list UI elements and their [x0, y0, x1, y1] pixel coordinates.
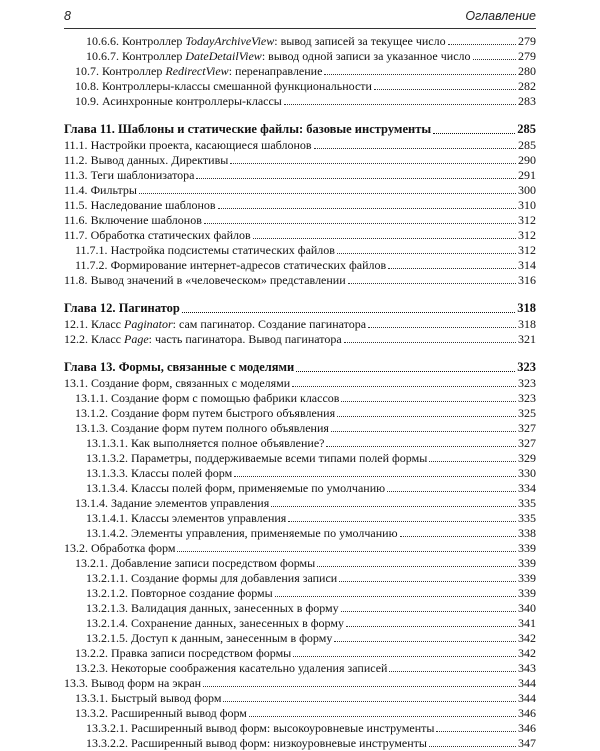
dot-leader	[388, 268, 516, 269]
toc-entry-title	[75, 706, 248, 721]
toc-entry-text: Вывод форм на экран	[91, 676, 202, 690]
toc-page-number: 329	[518, 451, 536, 465]
toc-page-number: 323	[517, 360, 536, 374]
toc-entry[interactable]	[64, 616, 536, 631]
toc-entry-text: Создание формы для добавления записи	[131, 571, 338, 585]
toc-entry[interactable]	[64, 571, 536, 586]
toc-entry-text: Параметры, поддерживаемые всеми типами полей формы	[131, 451, 428, 465]
toc-entry[interactable]	[64, 556, 536, 571]
toc-entry-title	[86, 721, 435, 736]
toc-entry-number: 12.1.	[64, 317, 88, 331]
dot-leader	[341, 401, 516, 402]
toc-entry-number: 10.6.6.	[86, 34, 119, 48]
dot-leader	[348, 283, 516, 284]
dot-leader	[429, 461, 516, 462]
toc-entry[interactable]	[64, 661, 536, 676]
toc-entry-title	[75, 421, 330, 436]
toc-entry-text: Пагинатор	[118, 301, 180, 315]
toc-page-number: 346	[518, 721, 536, 735]
toc-page-number: 347	[518, 736, 536, 750]
toc-entry[interactable]	[64, 391, 536, 406]
toc-page-number: 346	[518, 706, 536, 720]
dot-leader	[271, 506, 516, 507]
toc-entry-text: Включение шаблонов	[90, 213, 202, 227]
toc-entry-text: Сохранение данных, занесенных в форму	[131, 616, 344, 630]
toc-entry-number: 13.3.2.1.	[86, 721, 128, 735]
toc-entry-code-name: Paginator	[123, 317, 173, 331]
toc-entry-title	[64, 300, 181, 317]
toc-entry-number: 11.2.	[64, 153, 88, 167]
toc-page-number: 282	[518, 79, 536, 93]
toc-entry-number: 13.1.4.1.	[86, 511, 128, 525]
toc-page-number: 321	[518, 332, 536, 346]
toc-entry-number: 13.3.2.2.	[86, 736, 128, 750]
toc-entry[interactable]	[64, 541, 536, 556]
toc-entry-text: Быстрый вывод форм	[111, 691, 222, 705]
toc-entry-title	[86, 616, 345, 631]
toc-entry-text: Классы элементов управления	[131, 511, 287, 525]
toc-entry-text: Настройки проекта, касающиеся шаблонов	[90, 138, 312, 152]
toc-entry-title	[75, 646, 292, 661]
dot-leader	[296, 371, 515, 372]
toc-entry-title	[86, 481, 386, 496]
toc-entry-number: 13.1.3.3.	[86, 466, 128, 480]
toc-entry[interactable]	[64, 481, 536, 496]
dot-leader	[234, 476, 516, 477]
toc-entry-title	[64, 228, 252, 243]
toc-entry-text: Обработка форм	[91, 541, 176, 555]
toc-entry-text-tail: : часть пагинатора. Вывод пагинатора	[148, 332, 342, 346]
toc-entry[interactable]	[64, 94, 536, 109]
toc-entry-text: Формы, связанные с моделями	[118, 360, 295, 374]
dot-leader	[324, 74, 516, 75]
toc-entry-text-tail: : перенаправление	[228, 64, 323, 78]
dot-leader	[288, 521, 516, 522]
toc-entry[interactable]	[64, 511, 536, 526]
toc-entry-text: Некоторые соображения касательно удаления записей	[111, 661, 388, 675]
toc-entry-text: Шаблоны и статические файлы: базовые инструменты	[118, 122, 432, 136]
toc-page-number: 340	[518, 601, 536, 615]
chapter-spacer	[64, 109, 536, 121]
dot-leader	[429, 746, 516, 747]
toc-entry-text: Доступ к данным, занесенным в форму	[131, 631, 333, 645]
toc-entry[interactable]	[64, 153, 536, 168]
toc-entry-text: Контроллер	[102, 64, 166, 78]
dot-leader	[334, 641, 516, 642]
dot-leader	[253, 238, 516, 239]
toc-page-number: 318	[518, 317, 536, 331]
dot-leader	[203, 686, 516, 687]
toc-page-number: 338	[518, 526, 536, 540]
toc-entry-text: Классы полей форм, применяемые по умолчанию	[131, 481, 386, 495]
dot-leader	[293, 656, 516, 657]
toc-entry[interactable]	[64, 198, 536, 213]
toc-entry[interactable]	[64, 586, 536, 601]
toc-entry[interactable]	[64, 168, 536, 183]
toc-entry-title	[64, 676, 202, 691]
dot-leader	[204, 223, 516, 224]
toc-entry-text: Контроллеры-классы смешанной функциональности	[102, 79, 372, 93]
toc-page-number: 312	[518, 228, 536, 242]
toc-entry-number: 13.2.1.4.	[86, 616, 128, 630]
toc-entry-title	[86, 451, 428, 466]
toc-page-number: 280	[518, 64, 536, 78]
toc-entry-text: Расширенный вывод форм	[111, 706, 247, 720]
toc-entry-number: 13.2.3.	[75, 661, 108, 675]
toc-entry-number: 13.3.	[64, 676, 88, 690]
toc-page-number: 312	[518, 243, 536, 257]
toc-entry-text-tail: : сам пагинатор. Создание пагинатора	[172, 317, 367, 331]
toc-entry-number: 13.1.	[64, 376, 88, 390]
toc-entry-title	[75, 94, 283, 109]
toc-chapter-entry[interactable]	[64, 300, 536, 317]
section-title: Оглавление	[465, 9, 536, 23]
toc-entry-number: 13.2.1.1.	[86, 571, 128, 585]
toc-entry-text: Добавление записи посредством формы	[111, 556, 316, 570]
toc-entry-title	[86, 601, 340, 616]
toc-entry[interactable]	[64, 317, 536, 332]
toc-entry-text: Расширенный вывод форм: низкоуровневые инструменты	[131, 736, 427, 750]
toc-entry[interactable]	[64, 79, 536, 94]
toc-entry-number: 13.2.1.3.	[86, 601, 128, 615]
toc-entry-number: 13.1.1.	[75, 391, 108, 405]
toc-entry-number: 10.7.	[75, 64, 99, 78]
toc-entry-number: 11.6.	[64, 213, 88, 227]
toc-page-number: 339	[518, 541, 536, 555]
toc-entry[interactable]	[64, 646, 536, 661]
dot-leader	[314, 148, 516, 149]
toc-entry-number: Глава 11.	[64, 122, 115, 136]
toc-entry[interactable]	[64, 601, 536, 616]
toc-page-number: 291	[518, 168, 536, 182]
toc-entry-title	[64, 138, 313, 153]
toc-entry-title	[86, 466, 233, 481]
toc-entry-number: 13.1.3.2.	[86, 451, 128, 465]
toc-entry-number: 13.1.2.	[75, 406, 108, 420]
toc-entry[interactable]	[64, 706, 536, 721]
toc-entry-number: 13.3.2.	[75, 706, 108, 720]
toc-entry-number: 11.7.1.	[75, 243, 108, 257]
toc-entry-text: Обработка статических файлов	[90, 228, 251, 242]
toc-entry[interactable]	[64, 64, 536, 79]
toc-page-number: 339	[518, 556, 536, 570]
toc-page-number: 327	[518, 421, 536, 435]
dot-leader	[339, 581, 516, 582]
toc-entry-number: 11.1.	[64, 138, 88, 152]
toc-page-number: 330	[518, 466, 536, 480]
toc-chapter-entry[interactable]	[64, 359, 536, 376]
toc-entry-text: Элементы управления, применяемые по умолчанию	[131, 526, 398, 540]
toc-entry-text: Теги шаблонизатора	[90, 168, 195, 182]
toc-entry-number: 10.8.	[75, 79, 99, 93]
dot-leader	[196, 178, 516, 179]
toc-entry-title	[86, 511, 287, 526]
toc-page-number: 323	[518, 376, 536, 390]
dot-leader	[139, 193, 516, 194]
toc-entry-title	[75, 258, 387, 273]
toc-entry-title	[64, 376, 291, 391]
toc-entry-number: Глава 12.	[64, 301, 116, 315]
toc-entry-title	[75, 406, 336, 421]
toc-entry-text: Контроллер	[122, 34, 186, 48]
dot-leader	[182, 312, 515, 313]
toc-page-number: 327	[518, 436, 536, 450]
dot-leader	[433, 133, 515, 134]
dot-leader	[230, 163, 516, 164]
toc-page-number: 325	[518, 406, 536, 420]
toc-entry-title	[86, 34, 447, 49]
toc-entry-number: 13.2.1.2.	[86, 586, 128, 600]
dot-leader	[317, 566, 516, 567]
toc-entry-number: 13.1.3.4.	[86, 481, 128, 495]
toc-entry-number: 11.7.	[64, 228, 88, 242]
toc-entry-number: 13.1.3.1.	[86, 436, 128, 450]
toc-entry-text: Создание форм путем быстрого объявления	[111, 406, 336, 420]
toc-entry-title	[75, 496, 270, 511]
dot-leader	[436, 731, 516, 732]
toc-page-number: 310	[518, 198, 536, 212]
toc-entry-title	[64, 121, 432, 138]
toc-entry-number: 11.8.	[64, 273, 88, 287]
toc-page-number: 339	[518, 586, 536, 600]
running-header	[64, 6, 536, 29]
toc-entry[interactable]	[64, 691, 536, 706]
toc-page-number: 314	[518, 258, 536, 272]
toc-entry[interactable]	[64, 436, 536, 451]
toc-entry[interactable]	[64, 332, 536, 347]
toc-entry-title	[86, 571, 338, 586]
dot-leader	[387, 491, 516, 492]
toc-entry[interactable]	[64, 228, 536, 243]
toc-entry-title	[64, 359, 295, 376]
toc-entry-number: 13.1.4.2.	[86, 526, 128, 540]
table-of-contents	[64, 34, 536, 751]
dot-leader	[275, 596, 516, 597]
toc-page-number: 312	[518, 213, 536, 227]
toc-entry-code-name: TodayArchiveView	[185, 34, 275, 48]
toc-page-number: 323	[518, 391, 536, 405]
dot-leader	[177, 551, 516, 552]
toc-entry-title	[86, 436, 325, 451]
dot-leader	[374, 89, 516, 90]
toc-entry[interactable]	[64, 183, 536, 198]
toc-entry-title	[64, 183, 138, 198]
toc-entry-number: 13.3.1.	[75, 691, 108, 705]
dot-leader	[326, 446, 516, 447]
toc-entry-text: Контроллер	[122, 49, 186, 63]
toc-chapter-entry[interactable]	[64, 121, 536, 138]
toc-entry-text-tail: : вывод одной записи за указанное число	[261, 49, 471, 63]
toc-entry-number: 13.1.4.	[75, 496, 108, 510]
toc-entry-title	[86, 736, 428, 751]
toc-entry[interactable]	[64, 213, 536, 228]
toc-entry[interactable]	[64, 273, 536, 288]
dot-leader	[368, 327, 516, 328]
toc-entry-title	[75, 243, 336, 258]
toc-entry-title	[64, 213, 203, 228]
toc-entry-title	[64, 168, 195, 183]
toc-entry-title	[64, 332, 343, 347]
toc-page-number: 344	[518, 691, 536, 705]
toc-entry-text: Асинхронные контроллеры-классы	[102, 94, 282, 108]
toc-entry-number: 13.1.3.	[75, 421, 108, 435]
toc-entry-text: Формирование интернет-адресов статических файлов	[110, 258, 387, 272]
toc-entry[interactable]	[64, 676, 536, 691]
toc-page-number: 279	[518, 34, 536, 48]
toc-page-number: 316	[518, 273, 536, 287]
toc-entry[interactable]	[64, 721, 536, 736]
toc-entry[interactable]	[64, 376, 536, 391]
dot-leader	[400, 536, 516, 537]
toc-entry-code-name: DateDetailView	[185, 49, 262, 63]
toc-entry[interactable]	[64, 138, 536, 153]
toc-page-number: 300	[518, 183, 536, 197]
toc-page-number: 342	[518, 631, 536, 645]
toc-entry[interactable]	[64, 526, 536, 541]
dot-leader	[344, 342, 516, 343]
toc-entry-title	[64, 198, 217, 213]
toc-entry-title	[75, 661, 388, 676]
toc-entry[interactable]	[64, 421, 536, 436]
dot-leader	[223, 701, 516, 702]
toc-page-number: 335	[518, 511, 536, 525]
toc-page-number: 318	[517, 301, 536, 315]
toc-entry-number: 11.3.	[64, 168, 88, 182]
toc-entry[interactable]	[64, 631, 536, 646]
toc-entry-text: Класс	[91, 332, 124, 346]
toc-entry-number: 11.4.	[64, 183, 88, 197]
chapter-spacer	[64, 347, 536, 359]
toc-entry-title	[86, 631, 333, 646]
toc-entry-title	[64, 317, 367, 332]
dot-leader	[448, 44, 516, 45]
toc-entry[interactable]	[64, 406, 536, 421]
dot-leader	[337, 253, 516, 254]
toc-entry-code-name: RedirectView	[165, 64, 229, 78]
toc-page-number: 290	[518, 153, 536, 167]
toc-entry-text-tail: : вывод записей за текущее число	[274, 34, 446, 48]
toc-page-number: 279	[518, 49, 536, 63]
toc-entry-text: Создание форм путем полного объявления	[111, 421, 329, 435]
toc-entry-text: Валидация данных, занесенных в форму	[131, 601, 339, 615]
toc-entry-number: Глава 13.	[64, 360, 116, 374]
page-number: 8	[64, 9, 71, 23]
toc-entry-title	[75, 64, 323, 79]
toc-entry-text: Задание элементов управления	[111, 496, 270, 510]
toc-entry-title	[75, 691, 222, 706]
toc-entry-title	[64, 153, 229, 168]
toc-entry-text: Правка записи посредством формы	[111, 646, 292, 660]
toc-entry-number: 11.7.2.	[75, 258, 108, 272]
dot-leader	[389, 671, 516, 672]
toc-page-number: 344	[518, 676, 536, 690]
toc-page-number: 341	[518, 616, 536, 630]
toc-page-number: 334	[518, 481, 536, 495]
dot-leader	[473, 59, 516, 60]
toc-entry[interactable]	[64, 451, 536, 466]
toc-entry-text: Вывод значений в «человеческом» представлении	[90, 273, 346, 287]
toc-entry-number: 13.2.1.	[75, 556, 108, 570]
toc-entry-text: Создание форм с помощью фабрики классов	[111, 391, 340, 405]
toc-entry-number: 12.2.	[64, 332, 88, 346]
toc-entry-title	[64, 273, 347, 288]
toc-entry-text: Вывод данных. Директивы	[90, 153, 229, 167]
toc-entry-text: Расширенный вывод форм: высокоуровневые инструменты	[131, 721, 435, 735]
toc-page-number: 285	[517, 122, 536, 136]
toc-entry[interactable]	[64, 258, 536, 273]
toc-page-number: 343	[518, 661, 536, 675]
chapter-spacer	[64, 288, 536, 300]
toc-page-number: 283	[518, 94, 536, 108]
toc-entry-title	[64, 541, 176, 556]
toc-entry-number: 13.2.2.	[75, 646, 108, 660]
toc-page-number: 285	[518, 138, 536, 152]
dot-leader	[292, 386, 516, 387]
toc-entry-title	[86, 586, 274, 601]
toc-entry-number: 10.6.7.	[86, 49, 119, 63]
toc-entry-code-name: Page	[123, 332, 149, 346]
dot-leader	[249, 716, 516, 717]
toc-entry-text: Как выполняется полное объявление?	[131, 436, 325, 450]
toc-entry-text: Фильтры	[90, 183, 137, 197]
toc-entry-text: Классы полей форм	[131, 466, 233, 480]
dot-leader	[346, 626, 516, 627]
toc-entry[interactable]	[64, 736, 536, 751]
dot-leader	[337, 416, 516, 417]
toc-entry-text: Наследование шаблонов	[90, 198, 216, 212]
toc-entry-number: 13.2.	[64, 541, 88, 555]
toc-entry[interactable]	[64, 496, 536, 511]
dot-leader	[284, 104, 516, 105]
toc-entry[interactable]	[64, 34, 536, 49]
dot-leader	[331, 431, 516, 432]
toc-entry-title	[86, 526, 399, 541]
toc-entry-text: Создание форм, связанных с моделями	[91, 376, 291, 390]
toc-entry-number: 13.2.1.5.	[86, 631, 128, 645]
toc-entry-number: 10.9.	[75, 94, 99, 108]
toc-entry-title	[75, 391, 340, 406]
toc-entry-title	[75, 556, 316, 571]
toc-entry-text: Настройка подсистемы статических файлов	[110, 243, 335, 257]
toc-entry-title	[86, 49, 472, 64]
toc-entry-title	[75, 79, 373, 94]
dot-leader	[341, 611, 516, 612]
dot-leader	[218, 208, 516, 209]
toc-page-number: 339	[518, 571, 536, 585]
toc-entry[interactable]	[64, 243, 536, 258]
toc-entry-text: Повторное создание формы	[131, 586, 273, 600]
toc-entry[interactable]	[64, 49, 536, 64]
toc-page-number: 342	[518, 646, 536, 660]
toc-page-number: 335	[518, 496, 536, 510]
toc-entry-number: 11.5.	[64, 198, 88, 212]
toc-entry-text: Класс	[91, 317, 124, 331]
toc-entry[interactable]	[64, 466, 536, 481]
